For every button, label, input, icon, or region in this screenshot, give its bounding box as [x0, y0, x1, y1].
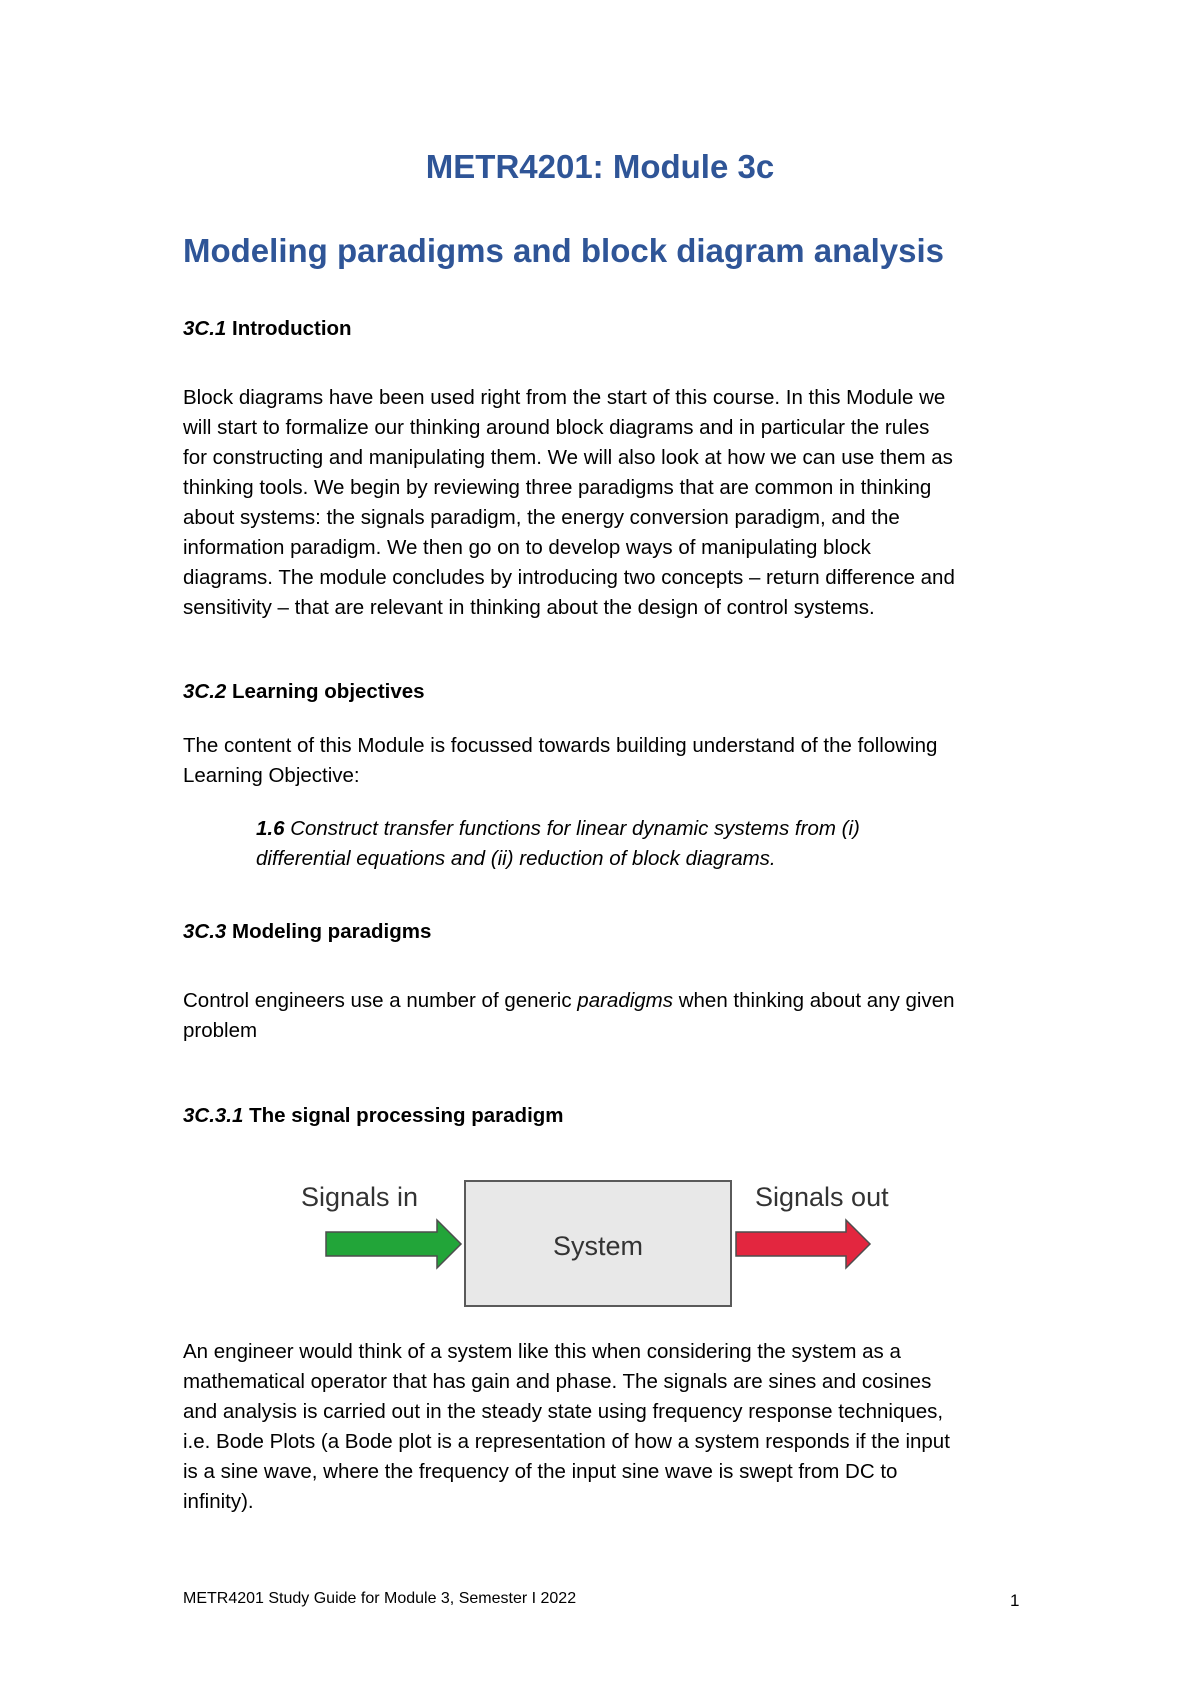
output-arrow-icon [736, 1220, 870, 1268]
paragraph-line: and analysis is carried out in the steady state using frequency response techniques, [183, 1400, 944, 1423]
system-label: System [552, 1231, 644, 1261]
paragraph-line: An engineer would think of a system like this when considering the system as a [183, 1340, 901, 1363]
input-arrow-icon [326, 1220, 461, 1268]
section-number: 3C.2 [183, 680, 227, 703]
intro-line: about systems: the signals paradigm, the energy conversion paradigm, and the [183, 506, 900, 529]
document-title: METR4201: Module 3c [425, 148, 775, 185]
intro-line: thinking tools. We begin by reviewing three paradigms that are common in thinking [183, 476, 932, 499]
section-title: Introduction [232, 317, 352, 340]
signal-paradigm-paragraph [183, 1337, 1023, 1517]
objectives-line: The content of this Module is focussed towards building understand of the following [183, 734, 938, 757]
intro-line: Block diagrams have been used right from the start of this course. In this Module we [183, 386, 946, 409]
objective-number: 1.6 [256, 817, 285, 840]
section-number: 3C.3.1 [183, 1104, 244, 1127]
paragraph-line: i.e. Bode Plots (a Bode plot is a representation of how a system responds if the input [183, 1430, 950, 1453]
section-title: Learning objectives [232, 680, 425, 703]
paradigms-text: problem [183, 1019, 258, 1042]
objective-line: Construct transfer functions for linear dynamic systems from (i) [290, 817, 860, 840]
intro-line: diagrams. The module concludes by introducing two concepts – return difference and [183, 566, 955, 589]
intro-line: sensitivity – that are relevant in thinking about the design of control systems. [183, 596, 875, 619]
signals-out-label: Signals out [755, 1182, 889, 1212]
section-number: 3C.3 [183, 920, 227, 943]
signals-in-label: Signals in [301, 1182, 419, 1212]
paragraph-line: infinity). [183, 1490, 254, 1513]
objective-line: differential equations and (ii) reduction of block diagrams. [256, 847, 776, 870]
footer-text: METR4201 Study Guide for Module 3, Semester I 2022 [183, 1590, 577, 1607]
page-number: 1 [1010, 1591, 1020, 1610]
paragraph-line: is a sine wave, where the frequency of the input sine wave is swept from DC to [183, 1460, 898, 1483]
document-subtitle: Modeling paradigms and block diagram analysis [183, 232, 945, 269]
section-title: Modeling paradigms [232, 920, 432, 943]
intro-line: for constructing and manipulating them. We will also look at how we can use them as [183, 446, 953, 469]
objectives-line: Learning Objective: [183, 764, 360, 787]
section-number: 3C.1 [183, 317, 227, 340]
paradigms-text: Control engineers use a number of generic [183, 989, 578, 1012]
intro-line: information paradigm. We then go on to develop ways of manipulating block [183, 536, 871, 559]
paragraph-line: mathematical operator that has gain and phase. The signals are sines and cosines [183, 1370, 932, 1393]
paradigms-text: when thinking about any given [673, 989, 955, 1012]
section-title: The signal processing paradigm [249, 1104, 564, 1127]
intro-line: will start to formalize our thinking around block diagrams and in particular the rules [183, 416, 930, 439]
paradigms-emphasis: paradigms [577, 989, 674, 1012]
